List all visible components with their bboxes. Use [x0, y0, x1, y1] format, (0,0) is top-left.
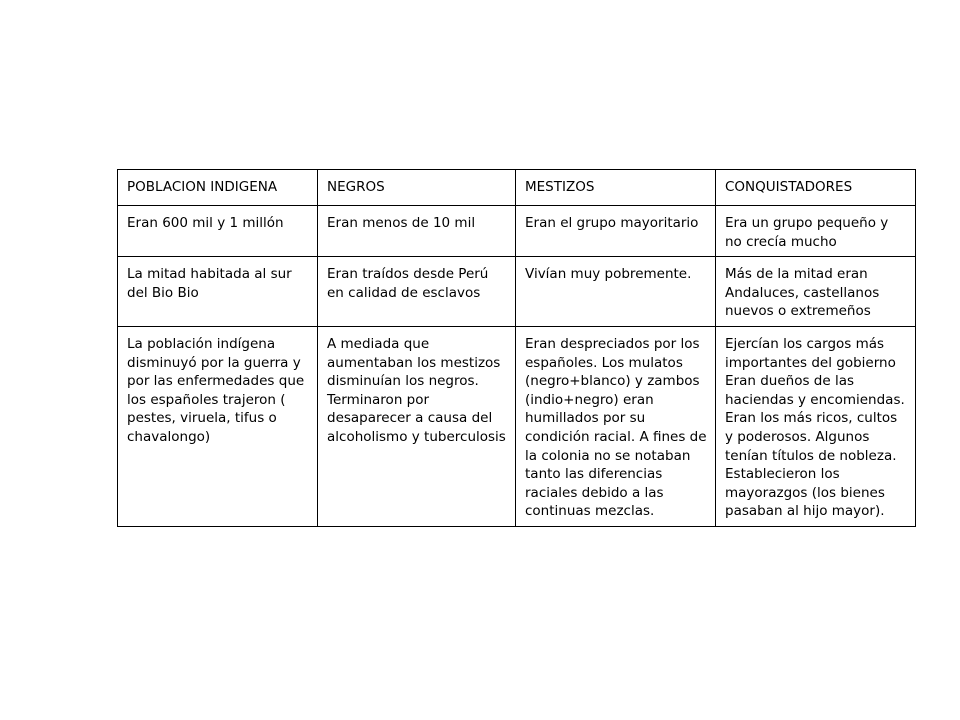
table-cell: Ejercían los cargos más importantes del gobierno Eran dueños de las haciendas y encomiendas. Eran los más ricos, cultos y poderosos. Algunos tenían títulos de nobleza. Establecieron los mayorazgos (los bienes pasaban al hijo mayor).	[716, 326, 916, 526]
table-cell: Más de la mitad eran Andaluces, castellanos nuevos o extremeños	[716, 257, 916, 327]
table-cell: La población indígena disminuyó por la guerra y por las enfermedades que los españoles trajeron ( pestes, viruela, tifus o chavalongo)	[118, 326, 318, 526]
table-cell: Vivían muy pobremente.	[516, 257, 716, 327]
table-cell: Eran traídos desde Perú en calidad de esclavos	[318, 257, 516, 327]
table-row	[118, 206, 916, 257]
header-mestizos: MESTIZOS	[516, 170, 716, 206]
table-cell: Eran el grupo mayoritario	[516, 206, 716, 257]
table-row	[118, 326, 916, 526]
table-cell: A mediada que aumentaban los mestizos disminuían los negros. Terminaron por desaparecer a causa del alcoholismo y tuberculosis	[318, 326, 516, 526]
table-header-row	[118, 170, 916, 206]
table-cell: Eran 600 mil y 1 millón	[118, 206, 318, 257]
table-cell: La mitad habitada al sur del Bio Bio	[118, 257, 318, 327]
header-negros: NEGROS	[318, 170, 516, 206]
population-table	[117, 169, 916, 527]
table-row	[118, 257, 916, 327]
table-cell: Eran despreciados por los españoles. Los mulatos (negro+blanco) y zambos (indio+negro) eran humillados por su condición racial. A fines de la colonia no se notaban tanto las diferencias raciales debido a las continuas mezclas.	[516, 326, 716, 526]
header-conquistadores: CONQUISTADORES	[716, 170, 916, 206]
table-cell: Era un grupo pequeño y no crecía mucho	[716, 206, 916, 257]
table-cell: Eran menos de 10 mil	[318, 206, 516, 257]
header-poblacion-indigena: POBLACION INDIGENA	[118, 170, 318, 206]
